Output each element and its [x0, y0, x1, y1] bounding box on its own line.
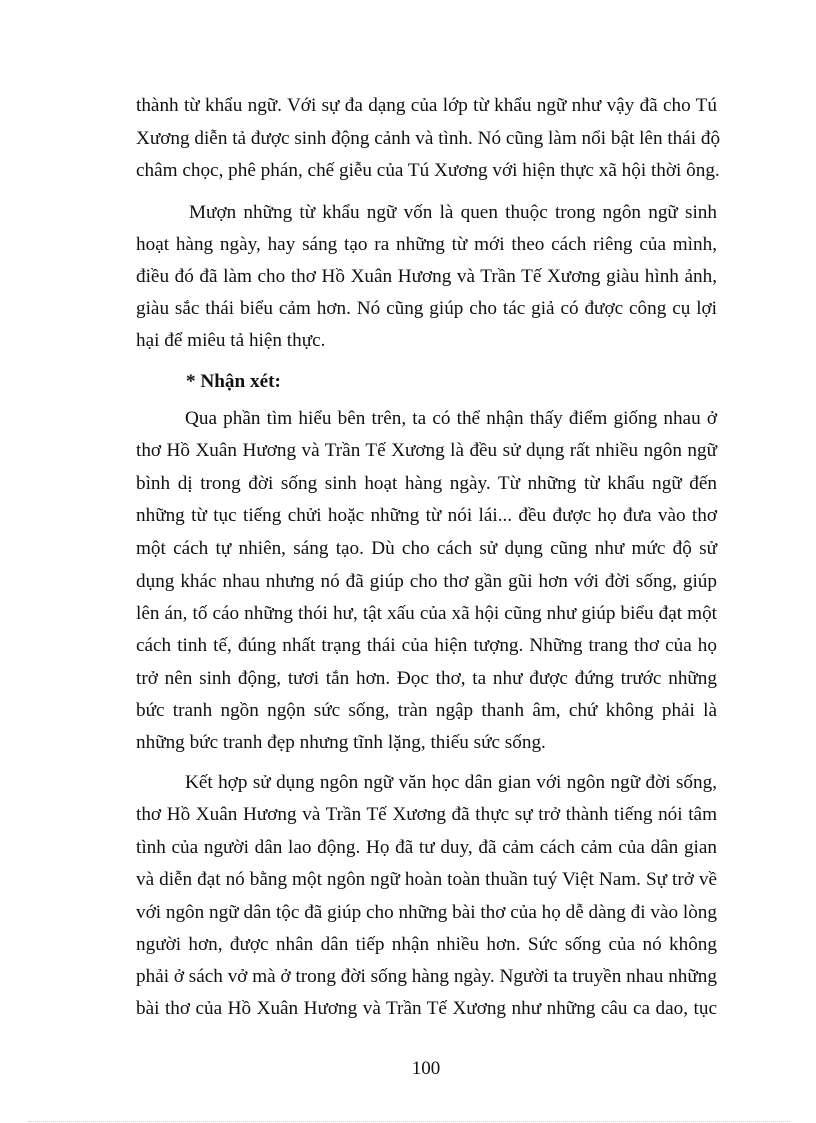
paragraph-2-line-2: hoạt hàng ngày, hay sáng tạo ra những từ mới theo cách riêng của mình,	[136, 234, 717, 255]
paragraph-1-line-3: châm chọc, phê phán, chế giễu của Tú Xương với hiện thực xã hội thời ông.	[136, 160, 720, 181]
paragraph-3-line-10: bức tranh ngồn ngộn sức sống, tràn ngập thanh âm, chứ không phải là	[136, 700, 717, 721]
paragraph-3-line-9: trở nên sinh động, tươi tắn hơn. Đọc thơ, ta như được đứng trước những	[136, 668, 717, 689]
paragraph-3-line-3: bình dị trong đời sống sinh hoạt hàng ngày. Từ những từ khẩu ngữ đến	[136, 473, 717, 494]
paragraph-3-line-5: một cách tự nhiên, sáng tạo. Dù cho cách sử dụng cũng như mức độ sử	[136, 538, 717, 559]
paragraph-4-line-7: phải ở sách vở mà ở trong đời sống hàng ngày. Người ta truyền nhau những	[136, 966, 717, 987]
paragraph-1-line-2: Xương diễn tả được sinh động cảnh và tình. Nó cũng làm nổi bật lên thái độ	[136, 128, 721, 149]
paragraph-1-line-1: thành từ khẩu ngữ. Với sự đa dạng của lớp từ khẩu ngữ như vậy đã cho Tú	[136, 95, 717, 116]
section-heading: * Nhận xét:	[186, 371, 281, 392]
paragraph-4-line-4: và diễn đạt nó bằng một ngôn ngữ hoàn toàn thuần tuý Việt Nam. Sự trở về	[136, 869, 717, 890]
paragraph-4-line-2: thơ Hồ Xuân Hương và Trần Tế Xương đã thực sự trở thành tiếng nói tâm	[136, 804, 717, 825]
paragraph-3-line-11: những bức tranh đẹp nhưng tĩnh lặng, thiếu sức sống.	[136, 732, 546, 753]
paragraph-4-line-8: bài thơ của Hồ Xuân Hương và Trần Tế Xương như những câu ca dao, tục	[136, 998, 717, 1019]
paragraph-2-line-1: Mượn những từ khẩu ngữ vốn là quen thuộc trong ngôn ngữ sinh	[189, 202, 717, 223]
paragraph-3-line-4: những từ tục tiếng chửi hoặc những từ nói lái... đều được họ đưa vào thơ	[136, 505, 717, 526]
paragraph-2-line-3: điều đó đã làm cho thơ Hồ Xuân Hương và Trần Tế Xương giàu hình ảnh,	[136, 266, 717, 287]
paragraph-3-line-6: dụng khác nhau nhưng nó đã giúp cho thơ gần gũi hơn với đời sống, giúp	[136, 571, 717, 592]
paragraph-3-line-8: cách tinh tế, đúng nhất trạng thái của hiện tượng. Những trang thơ của họ	[136, 635, 717, 656]
paragraph-4-line-1: Kết hợp sử dụng ngôn ngữ văn học dân gian với ngôn ngữ đời sống,	[185, 772, 717, 793]
paragraph-4-line-3: tình của người dân lao động. Họ đã tư duy, đã cảm cách cảm của dân gian	[136, 837, 717, 858]
paragraph-2-line-4: giàu sắc thái biểu cảm hơn. Nó cũng giúp cho tác giả có được công cụ lợi	[136, 298, 717, 319]
paragraph-2-line-5: hại để miêu tả hiện thực.	[136, 330, 326, 351]
paragraph-4-line-6: người hơn, được nhân dân tiếp nhận nhiều hơn. Sức sống của nó không	[136, 934, 717, 955]
paragraph-3-line-7: lên án, tố cáo những thói hư, tật xấu của xã hội cũng như giúp biểu đạt một	[136, 603, 717, 624]
paragraph-3-line-1: Qua phần tìm hiểu bên trên, ta có thể nhận thấy điểm giống nhau ở	[185, 408, 717, 429]
page-bottom-divider	[28, 1121, 790, 1122]
page-number: 100	[411, 1058, 441, 1079]
paragraph-4-line-5: với ngôn ngữ dân tộc đã giúp cho những bài thơ của họ dễ dàng đi vào lòng	[136, 902, 717, 923]
paragraph-3-line-2: thơ Hồ Xuân Hương và Trần Tế Xương là đều sử dụng rất nhiều ngôn ngữ	[136, 440, 717, 461]
